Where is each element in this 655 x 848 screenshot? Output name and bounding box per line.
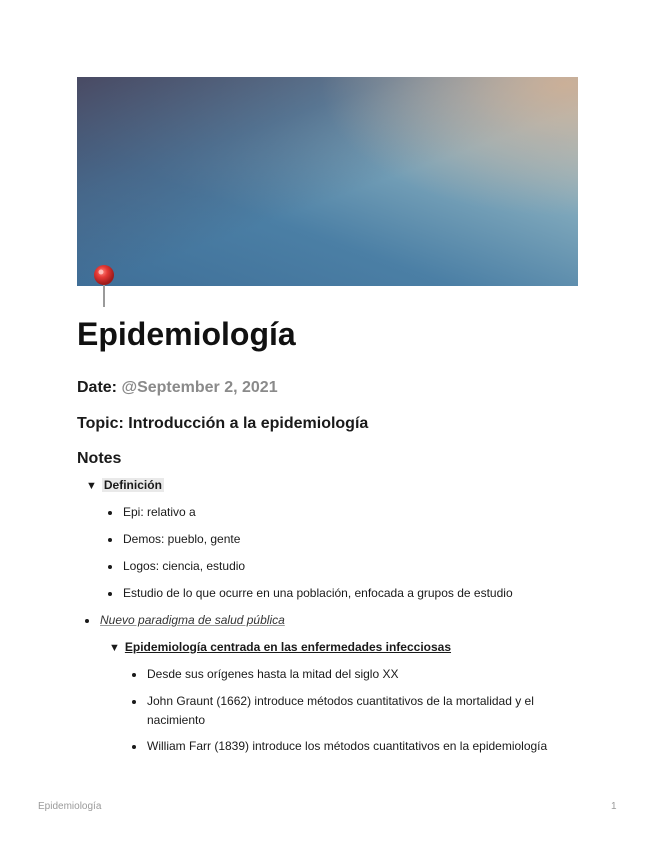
list-item-text-continued: nacimiento [147,713,206,727]
toggle-triangle-icon[interactable]: ▼ [86,480,97,492]
date-property [77,379,278,397]
list-item [123,530,240,549]
bullet-icon [108,565,112,569]
toggle-label: Epidemiología centrada en las enfermedades infecciosas [124,640,452,654]
list-item [123,557,245,576]
bullet-icon [108,538,112,542]
list-item [147,737,547,756]
list-item [147,692,577,730]
toggle-triangle-icon[interactable]: ▼ [109,642,120,654]
bullet-icon [85,619,89,623]
list-item-text: Desde sus orígenes hasta la mitad del siglo XX [147,667,399,681]
topic-value: Introducción a la epidemiología [128,415,369,432]
topic-property [77,415,368,433]
list-item-text: Demos: pueblo, gente [123,532,241,546]
topic-label: Topic: [77,415,124,432]
list-item-text: Estudio de lo que ocurre en una población, enfocada a grupos de estudio [123,586,513,600]
toggle-enfermedades-infecciosas[interactable] [109,640,451,654]
date-value[interactable]: @September 2, 2021 [121,379,278,396]
list-item [147,665,398,684]
footer-page-number: 1 [611,801,617,812]
list-item-text: William Farr (1839) introduce los métodos cuantitativos en la epidemiología [147,739,548,753]
pushpin-icon [92,264,116,308]
footer-doc-name: Epidemiología [38,801,102,812]
toggle-definicion[interactable] [86,478,164,492]
list-item-text: Epi: relativo a [123,505,196,519]
bullet-icon [132,673,136,677]
paradigma-link[interactable]: Nuevo paradigma de salud pública [100,613,285,627]
cover-image [77,77,578,286]
notes-heading: Notes [77,450,122,467]
bullet-icon [132,745,136,749]
bullet-icon [108,592,112,596]
list-item-text: John Graunt (1662) introduce métodos cuantitativos de la mortalidad y el [147,694,534,708]
list-item [123,503,196,522]
toggle-label: Definición [103,478,162,492]
list-item-text: Logos: ciencia, estudio [123,559,246,573]
page-title: Epidemiología [77,316,296,352]
bullet-icon [132,700,136,704]
date-label: Date: [77,379,118,396]
bullet-icon [108,511,112,515]
list-item [123,584,513,603]
list-item [100,611,285,630]
